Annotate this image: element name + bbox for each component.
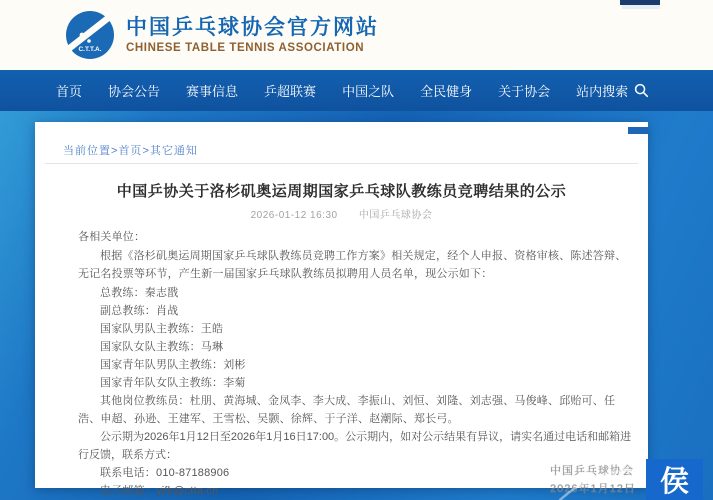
appointment-line: 国家青年队女队主教练：李菊 — [100, 377, 246, 389]
appointment-line: 国家队男队主教练：王皓 — [100, 323, 224, 335]
breadcrumb-sep2: > — [142, 145, 150, 157]
breadcrumb — [63, 142, 198, 158]
signature-block — [550, 462, 636, 498]
nav-item-team-china[interactable]: 中国之队 — [342, 84, 395, 99]
content-card — [35, 122, 648, 497]
site-title-en: CHINESE TABLE TENNIS ASSOCIATION — [126, 41, 365, 54]
breadcrumb-sep: > — [111, 145, 119, 157]
nav-item-about[interactable]: 关于协会 — [498, 84, 551, 99]
nav-item-home[interactable]: 首页 — [56, 84, 83, 99]
nav-item-announcements[interactable]: 协会公告 — [108, 84, 161, 99]
site-title — [126, 15, 379, 56]
breadcrumb-prefix: 当前位置 — [63, 145, 111, 157]
breadcrumb-divider — [45, 163, 638, 164]
card-corner-decoration — [628, 127, 648, 134]
article-meta — [35, 206, 648, 221]
top-right-decoration-light — [622, 5, 660, 9]
appointment-line: 国家青年队男队主教练：刘彬 — [100, 359, 246, 371]
nav-item-events[interactable]: 赛事信息 — [186, 84, 239, 99]
intro-paragraph: 根据《洛杉矶奥运周期国家乒乓球队教练员竞聘工作方案》相关规定，经个人申报、资格审核、陈述答辩、无记名投票等环节，产生新一届国家乒乓球队教练员拟聘用人员名单，现公示如下： — [78, 250, 627, 280]
signature-date: 2026年1月12日 — [550, 483, 636, 495]
other-coaches-paragraph: 其他岗位教练员：杜朋、黄海城、金凤李、李大成、李振山、刘恒、刘隆、刘志强、马俊峰、邱贻可、任浩、申超、孙逊、王建军、王雪松、吴颢、徐辉、于子洋、赵潮际、郑长弓。 — [78, 395, 616, 425]
notice-paragraph: 公示期为2026年1月12日至2026年1月16日17:00。公示期内，如对公示结果有异议，请实名通过电话和邮箱进行反馈，联系方式： — [78, 431, 632, 461]
site-title-cn: 中国乒乓球协会官方网站 — [126, 15, 379, 39]
article-datetime: 2026-01-12 16:30 — [250, 210, 338, 221]
svg-text:C.T.T.A.: C.T.T.A. — [78, 46, 102, 53]
nav-item-fitness[interactable]: 全民健身 — [420, 84, 473, 99]
article-source: 中国乒乓球协会 — [358, 210, 433, 221]
article-body — [78, 228, 634, 500]
breadcrumb-link-home[interactable]: 首页 — [118, 145, 143, 157]
site-search-label: 站内搜索 — [576, 84, 629, 99]
breadcrumb-link-current[interactable]: 其它通知 — [149, 145, 198, 157]
signature-org: 中国乒乓球协会 — [550, 465, 634, 477]
site-search[interactable] — [576, 81, 649, 100]
contact-phone: 联系电话：010-87188906 — [100, 467, 230, 479]
search-icon[interactable] — [634, 83, 649, 98]
appointment-line: 副总教练：肖战 — [100, 305, 179, 317]
salutation: 各相关单位： — [78, 231, 146, 243]
nav-item-super-league[interactable]: 乒超联赛 — [264, 84, 317, 99]
appointment-line: 国家队女队主教练：马琳 — [100, 341, 224, 353]
appointment-line: 总教练：秦志戬 — [100, 287, 179, 299]
watermark-character: 侯 — [659, 466, 689, 498]
ctta-logo-icon — [64, 9, 116, 61]
contact-email[interactable]: 电子邮箱：yjfk@ctta.cn — [100, 485, 219, 497]
watermark-badge — [646, 459, 703, 500]
main-nav — [0, 70, 713, 111]
article-title: 中国乒协关于洛杉矶奥运周期国家乒乓球队教练员竞聘结果的公示 — [116, 183, 567, 200]
site-logo[interactable] — [64, 9, 379, 61]
site-header — [0, 0, 713, 70]
